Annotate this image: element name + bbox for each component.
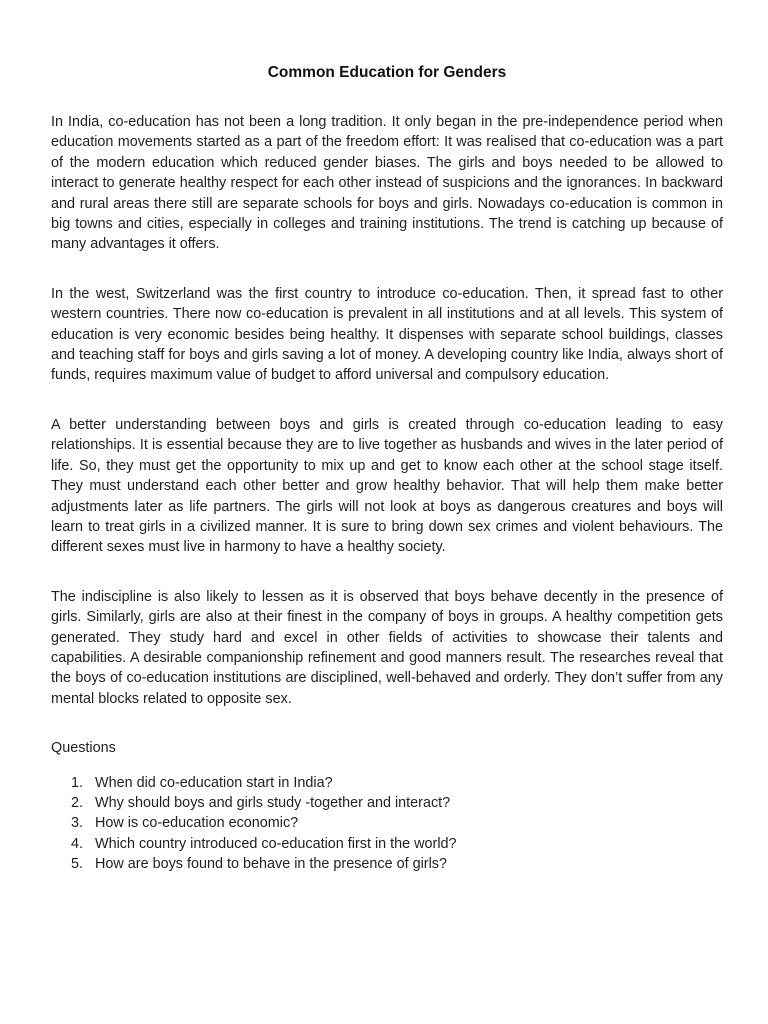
document-page (51, 60, 723, 875)
question-text: How are boys found to behave in the presence of girls? (95, 856, 447, 873)
question-number: 2. (71, 794, 84, 811)
questions-heading: Questions (51, 740, 116, 757)
question-item (71, 834, 723, 854)
question-text: When did co-education start in India? (95, 774, 333, 791)
question-number: 1. (71, 774, 84, 791)
paragraph-2: In the west, Switzerland was the first country to introduce co-education. Then, it spread fast to other western countries. There now co-education is prevalent in all institutions and at all levels. This system of education is very economic besides being healthy. It dispenses with separate school buildings, classes and teaching staff for boys and girls saving a lot of money. A developing country like India, always short of funds, requires maximum value of budget to afford universal and compulsory education. (51, 285, 723, 384)
question-number: 3. (71, 815, 84, 832)
question-item (71, 793, 723, 813)
question-item (71, 813, 723, 833)
paragraph-4: The indiscipline is also likely to lessen as it is observed that boys behave decently in the presence of girls. Similarly, girls are also at their finest in the company of boys in groups. A healthy competition gets generated. They study hard and excel in other fields of activities to showcase their talents and capabilities. A desirable companionship refinement and good manners result. The researches reveal that the boys of co-education institutions are disciplined, well-behaved and orderly. They don’t suffer from any mental blocks related to opposite sex. (51, 588, 723, 707)
question-item (71, 773, 723, 793)
question-number: 4. (71, 835, 84, 852)
question-item (71, 854, 723, 874)
paragraph-3: A better understanding between boys and girls is created through co-education leading to easy relationships. It is essential because they are to live together as husbands and wives in the later period of life. So, they must get the opportunity to mix up and get to know each other at the school stage itself. They must understand each other better and grow healthy behavior. That will help them make better adjustments later as life partners. The girls will not look at boys as dangerous creatures and boys will learn to treat girls in a civilized manner. It is sure to bring down sex crimes and violent behaviours. The different sexes must live in harmony to have a healthy society. (51, 416, 723, 556)
document-title: Common Education for Genders (267, 64, 507, 81)
questions-list (51, 773, 723, 875)
question-text: Why should boys and girls study -together and interact? (95, 794, 451, 811)
question-text: Which country introduced co-education first in the world? (95, 835, 457, 852)
question-number: 5. (71, 856, 84, 873)
question-text: How is co-education economic? (95, 815, 299, 832)
paragraph-1: In India, co-education has not been a long tradition. It only began in the pre-independence period when education movements started as a part of the freedom effort: It was realised that co-education was a part of the modern education which reduced gender biases. The girls and boys needed to be allowed to interact to generate healthy respect for each other instead of suspicions and the ignorances. In backward and rural areas there still are separate schools for boys and girls. Nowadays co-education is common in big towns and cities, especially in colleges and training institutions. The trend is catching up because of many advantages it offers. (51, 114, 723, 253)
